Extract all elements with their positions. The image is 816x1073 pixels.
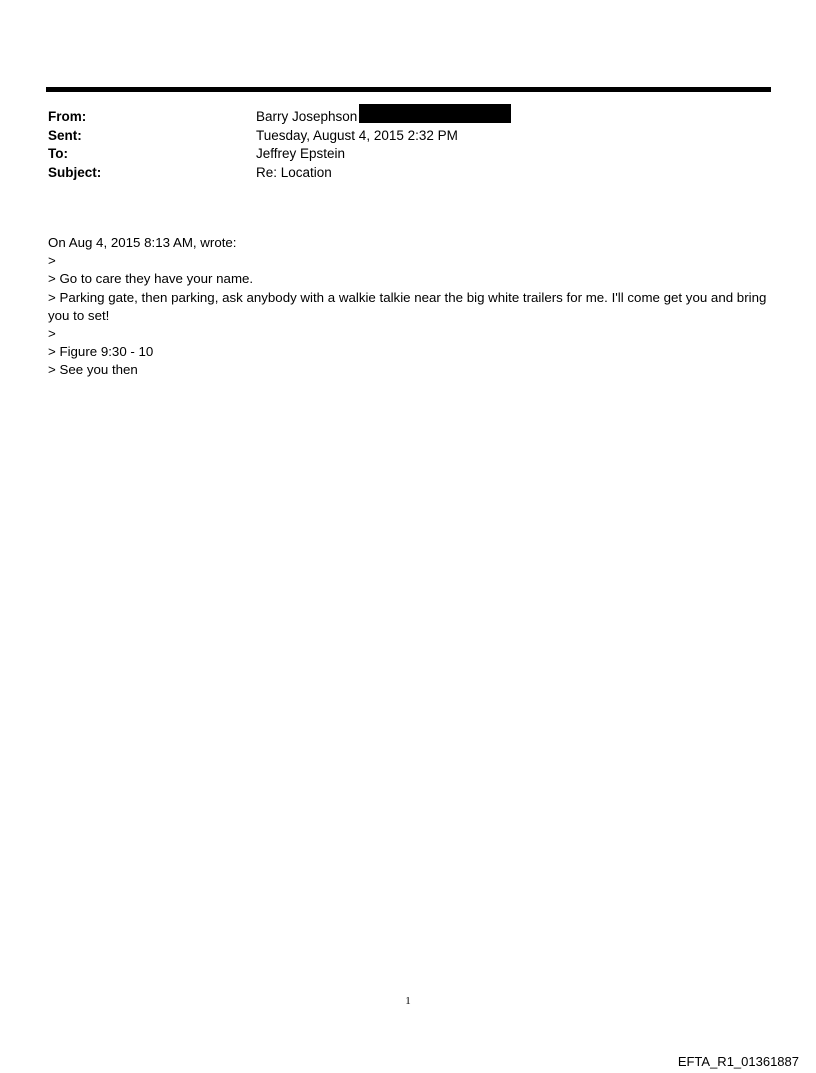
page-number: 1	[405, 995, 411, 1007]
body-line: > See you then	[48, 362, 138, 378]
from-row	[48, 108, 768, 127]
subject-row	[48, 164, 768, 183]
email-header	[48, 108, 768, 182]
body-line: On Aug 4, 2015 8:13 AM, wrote:	[48, 235, 237, 250]
header-divider	[46, 87, 771, 92]
body-line: > Parking gate, then parking, ask anybody with a walkie talkie near the big white trailers for me. I'll come get you and bring you to set!	[48, 289, 771, 323]
email-body	[48, 234, 770, 380]
to-value: Jeffrey Epstein	[256, 146, 346, 161]
to-row	[48, 145, 768, 164]
redaction-block	[359, 104, 511, 123]
sent-row	[48, 127, 768, 146]
to-label: To:	[48, 146, 68, 161]
subject-value: Re: Location	[256, 164, 332, 180]
bates-number: EFTA_R1_01361887	[677, 1054, 799, 1069]
from-label: From:	[48, 109, 87, 124]
sent-value: Tuesday, August 4, 2015 2:32 PM	[256, 127, 458, 143]
body-line: >	[48, 253, 56, 269]
sent-label: Sent:	[48, 127, 82, 143]
body-line: > Go to care they have your name.	[48, 271, 254, 287]
body-line: >	[48, 326, 56, 342]
from-name: Barry Josephson	[256, 109, 358, 124]
from-value	[256, 108, 511, 127]
body-line: > Figure 9:30 - 10	[48, 344, 154, 360]
subject-label: Subject:	[48, 164, 102, 180]
